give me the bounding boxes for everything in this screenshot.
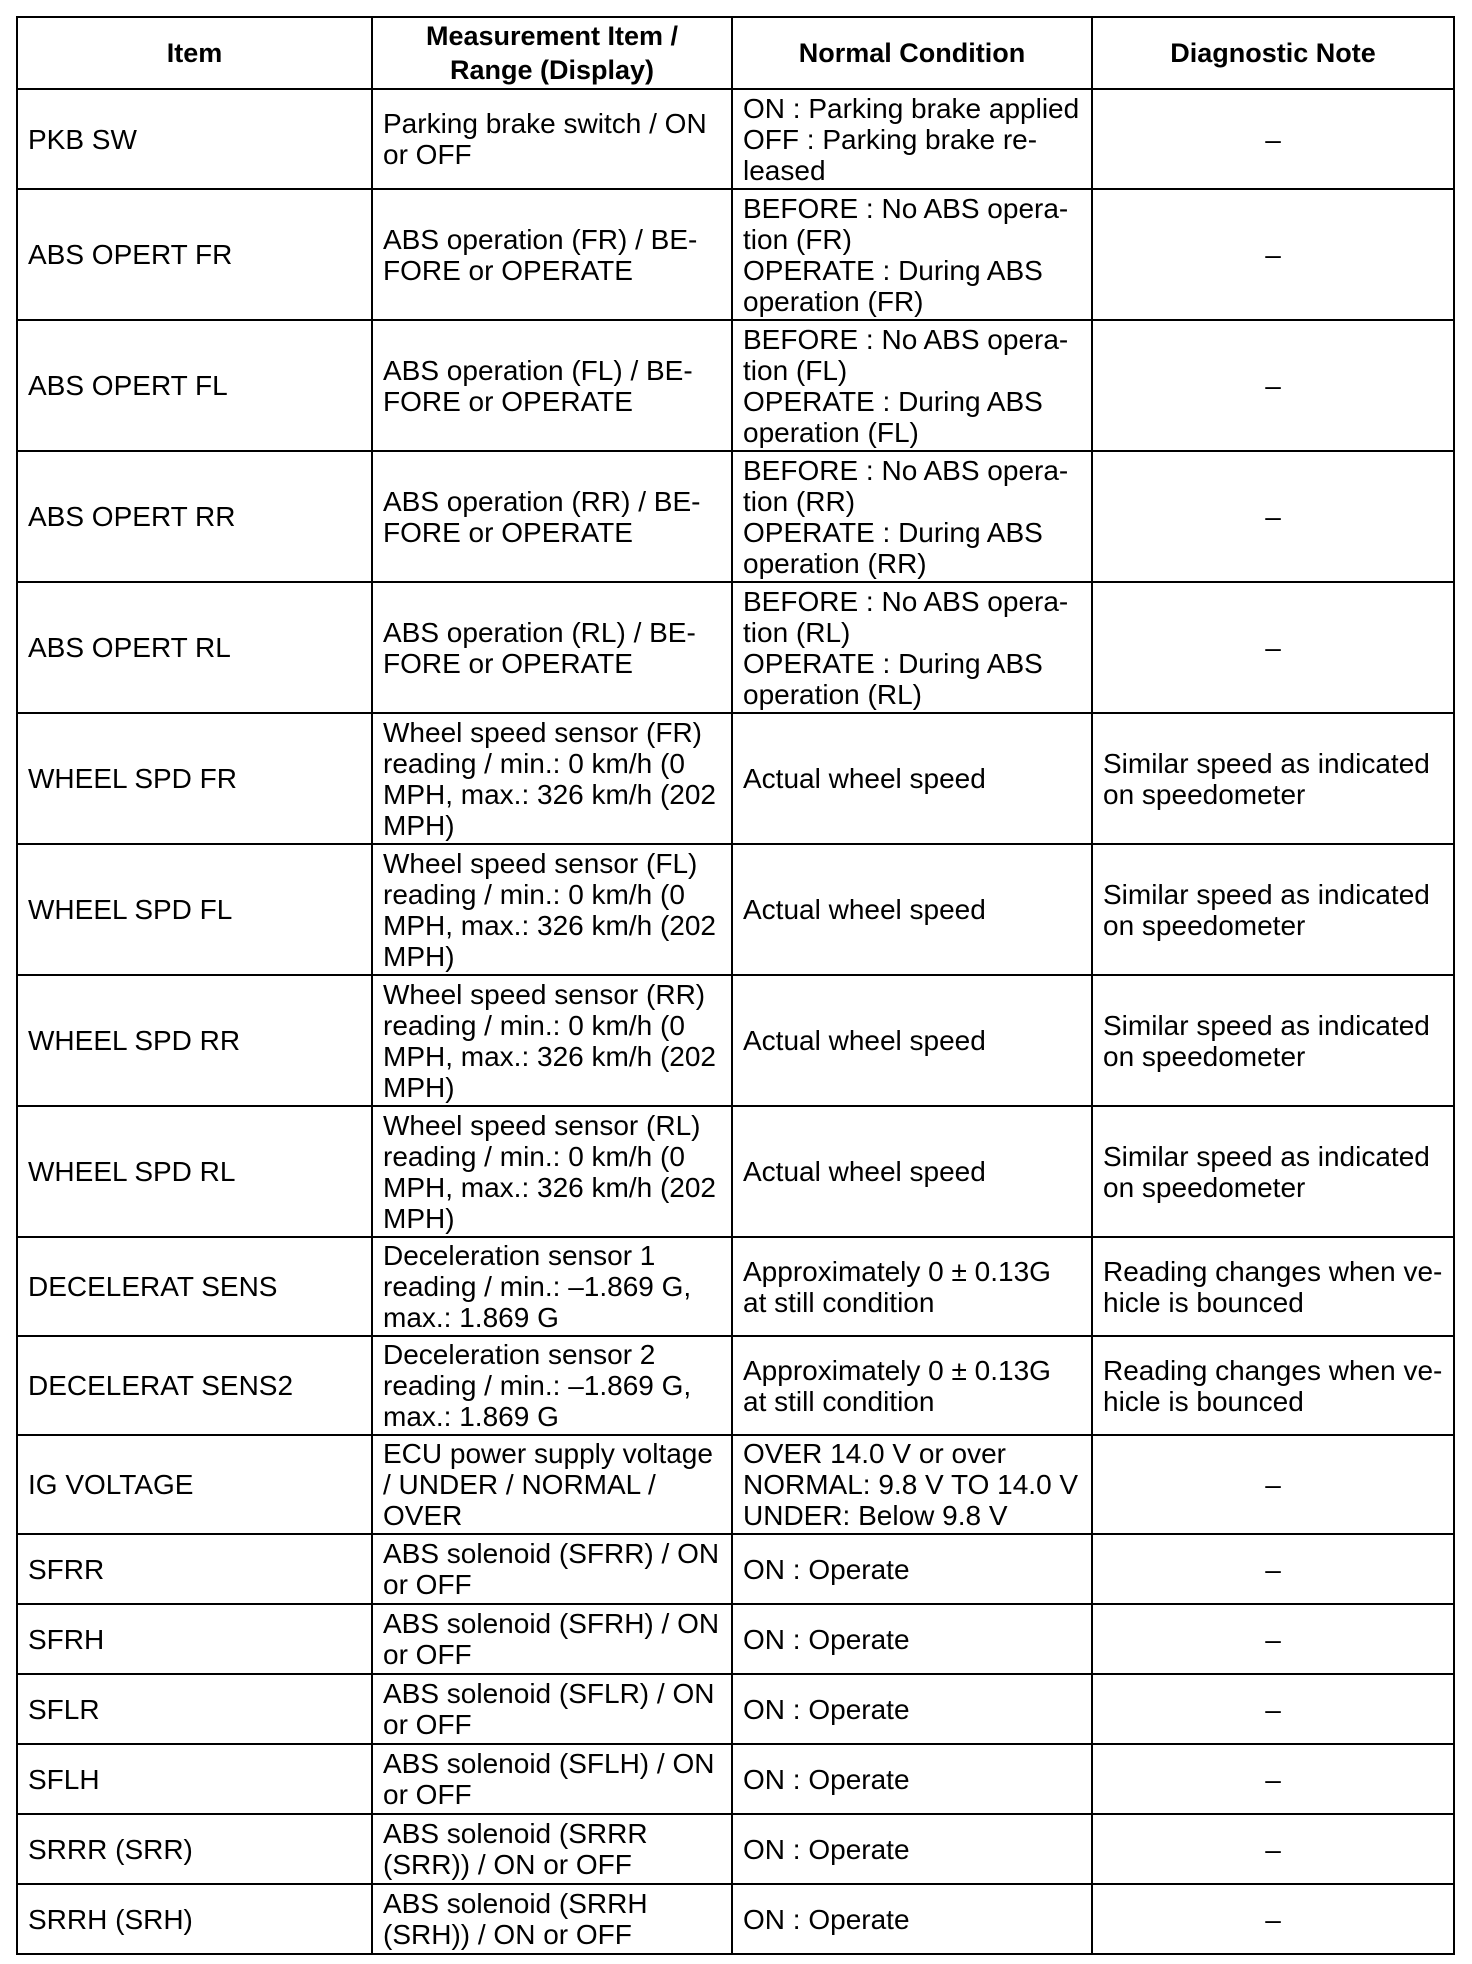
table-row <box>17 1604 1454 1674</box>
cell-diagnostic-note: Similar speed as indicated on speedometer <box>1092 1106 1454 1237</box>
cell-item: SFRR <box>17 1534 372 1604</box>
cell-item: DECELERAT SENS <box>17 1237 372 1336</box>
table-row <box>17 975 1454 1106</box>
cell-measurement: ABS operation (RL) / BE- FORE or OPERATE <box>372 582 732 713</box>
cell-normal-condition: BEFORE : No ABS opera- tion (FL) OPERATE : During ABS operation (FL) <box>732 320 1092 451</box>
cell-diagnostic-note: – <box>1092 1534 1454 1604</box>
cell-normal-condition: ON : Parking brake applied OFF : Parking brake re- leased <box>732 89 1092 189</box>
cell-measurement: Parking brake switch / ON or OFF <box>372 89 732 189</box>
cell-diagnostic-note: – <box>1092 1884 1454 1954</box>
cell-measurement: ABS solenoid (SFLH) / ON or OFF <box>372 1744 732 1814</box>
cell-normal-condition: Actual wheel speed <box>732 975 1092 1106</box>
header-diagnostic-note: Diagnostic Note <box>1092 17 1454 89</box>
cell-item: ABS OPERT FL <box>17 320 372 451</box>
cell-measurement: ABS operation (FL) / BE- FORE or OPERATE <box>372 320 732 451</box>
cell-measurement: ABS operation (FR) / BE- FORE or OPERATE <box>372 189 732 320</box>
cell-item: WHEEL SPD FL <box>17 844 372 975</box>
cell-diagnostic-note: – <box>1092 1744 1454 1814</box>
cell-item: SFLH <box>17 1744 372 1814</box>
header-row <box>17 17 1454 89</box>
table-row <box>17 189 1454 320</box>
cell-item: ABS OPERT RR <box>17 451 372 582</box>
cell-normal-condition: BEFORE : No ABS opera- tion (RR) OPERATE : During ABS operation (RR) <box>732 451 1092 582</box>
table-row <box>17 1744 1454 1814</box>
cell-item: PKB SW <box>17 89 372 189</box>
cell-diagnostic-note: Reading changes when ve- hicle is bounced <box>1092 1237 1454 1336</box>
cell-item: WHEEL SPD RR <box>17 975 372 1106</box>
table-row <box>17 1336 1454 1435</box>
table-row <box>17 1106 1454 1237</box>
cell-normal-condition: ON : Operate <box>732 1534 1092 1604</box>
data-list-table-container <box>16 16 1453 1955</box>
header-item: Item <box>17 17 372 89</box>
cell-measurement: Deceleration sensor 2 reading / min.: –1.869 G, max.: 1.869 G <box>372 1336 732 1435</box>
table-row <box>17 713 1454 844</box>
cell-item: IG VOLTAGE <box>17 1435 372 1534</box>
table-row <box>17 1674 1454 1744</box>
cell-normal-condition: ON : Operate <box>732 1814 1092 1884</box>
cell-measurement: ABS solenoid (SRRR (SRR)) / ON or OFF <box>372 1814 732 1884</box>
cell-item: SFLR <box>17 1674 372 1744</box>
cell-item: WHEEL SPD RL <box>17 1106 372 1237</box>
cell-diagnostic-note: – <box>1092 1604 1454 1674</box>
table-row <box>17 1435 1454 1534</box>
cell-normal-condition: Actual wheel speed <box>732 1106 1092 1237</box>
cell-item: DECELERAT SENS2 <box>17 1336 372 1435</box>
table-row <box>17 582 1454 713</box>
cell-diagnostic-note: – <box>1092 1674 1454 1744</box>
cell-measurement: ABS solenoid (SFRR) / ON or OFF <box>372 1534 732 1604</box>
cell-measurement: Wheel speed sensor (RR) reading / min.: 0 km/h (0 MPH, max.: 326 km/h (202 MPH) <box>372 975 732 1106</box>
cell-item: WHEEL SPD FR <box>17 713 372 844</box>
table-row <box>17 1814 1454 1884</box>
table-row <box>17 844 1454 975</box>
cell-normal-condition: Actual wheel speed <box>732 844 1092 975</box>
table-row <box>17 89 1454 189</box>
cell-diagnostic-note: – <box>1092 89 1454 189</box>
cell-normal-condition: Approximately 0 ± 0.13G at still condition <box>732 1336 1092 1435</box>
cell-diagnostic-note: – <box>1092 1814 1454 1884</box>
cell-normal-condition: ON : Operate <box>732 1884 1092 1954</box>
cell-normal-condition: Actual wheel speed <box>732 713 1092 844</box>
cell-measurement: Wheel speed sensor (FL) reading / min.: 0 km/h (0 MPH, max.: 326 km/h (202 MPH) <box>372 844 732 975</box>
cell-measurement: ABS solenoid (SFRH) / ON or OFF <box>372 1604 732 1674</box>
table-row <box>17 451 1454 582</box>
table-row <box>17 1534 1454 1604</box>
cell-diagnostic-note: Reading changes when ve- hicle is bounced <box>1092 1336 1454 1435</box>
cell-item: ABS OPERT FR <box>17 189 372 320</box>
cell-diagnostic-note: Similar speed as indicated on speedometer <box>1092 975 1454 1106</box>
cell-diagnostic-note: Similar speed as indicated on speedometer <box>1092 844 1454 975</box>
cell-diagnostic-note: – <box>1092 451 1454 582</box>
cell-normal-condition: BEFORE : No ABS opera- tion (FR) OPERATE : During ABS operation (FR) <box>732 189 1092 320</box>
cell-diagnostic-note: – <box>1092 189 1454 320</box>
cell-measurement: Wheel speed sensor (FR) reading / min.: 0 km/h (0 MPH, max.: 326 km/h (202 MPH) <box>372 713 732 844</box>
cell-diagnostic-note: – <box>1092 582 1454 713</box>
table-row <box>17 1237 1454 1336</box>
cell-measurement: ECU power supply voltage / UNDER / NORMAL / OVER <box>372 1435 732 1534</box>
table-row <box>17 320 1454 451</box>
cell-diagnostic-note: – <box>1092 320 1454 451</box>
cell-item: SFRH <box>17 1604 372 1674</box>
cell-diagnostic-note: Similar speed as indicated on speedometer <box>1092 713 1454 844</box>
cell-normal-condition: Approximately 0 ± 0.13G at still condition <box>732 1237 1092 1336</box>
cell-normal-condition: ON : Operate <box>732 1744 1092 1814</box>
cell-item: SRRH (SRH) <box>17 1884 372 1954</box>
cell-diagnostic-note: – <box>1092 1435 1454 1534</box>
cell-measurement: Deceleration sensor 1 reading / min.: –1.869 G, max.: 1.869 G <box>372 1237 732 1336</box>
table-row <box>17 1884 1454 1954</box>
cell-item: SRRR (SRR) <box>17 1814 372 1884</box>
cell-measurement: Wheel speed sensor (RL) reading / min.: 0 km/h (0 MPH, max.: 326 km/h (202 MPH) <box>372 1106 732 1237</box>
cell-normal-condition: BEFORE : No ABS opera- tion (RL) OPERATE : During ABS operation (RL) <box>732 582 1092 713</box>
cell-normal-condition: ON : Operate <box>732 1604 1092 1674</box>
cell-measurement: ABS solenoid (SFLR) / ON or OFF <box>372 1674 732 1744</box>
cell-measurement: ABS operation (RR) / BE- FORE or OPERATE <box>372 451 732 582</box>
cell-normal-condition: OVER 14.0 V or over NORMAL: 9.8 V TO 14.0 V UNDER: Below 9.8 V <box>732 1435 1092 1534</box>
cell-item: ABS OPERT RL <box>17 582 372 713</box>
data-list-table <box>16 16 1455 1955</box>
header-normal-condition: Normal Condition <box>732 17 1092 89</box>
cell-normal-condition: ON : Operate <box>732 1674 1092 1744</box>
header-measurement: Measurement Item / Range (Display) <box>372 17 732 89</box>
cell-measurement: ABS solenoid (SRRH (SRH)) / ON or OFF <box>372 1884 732 1954</box>
